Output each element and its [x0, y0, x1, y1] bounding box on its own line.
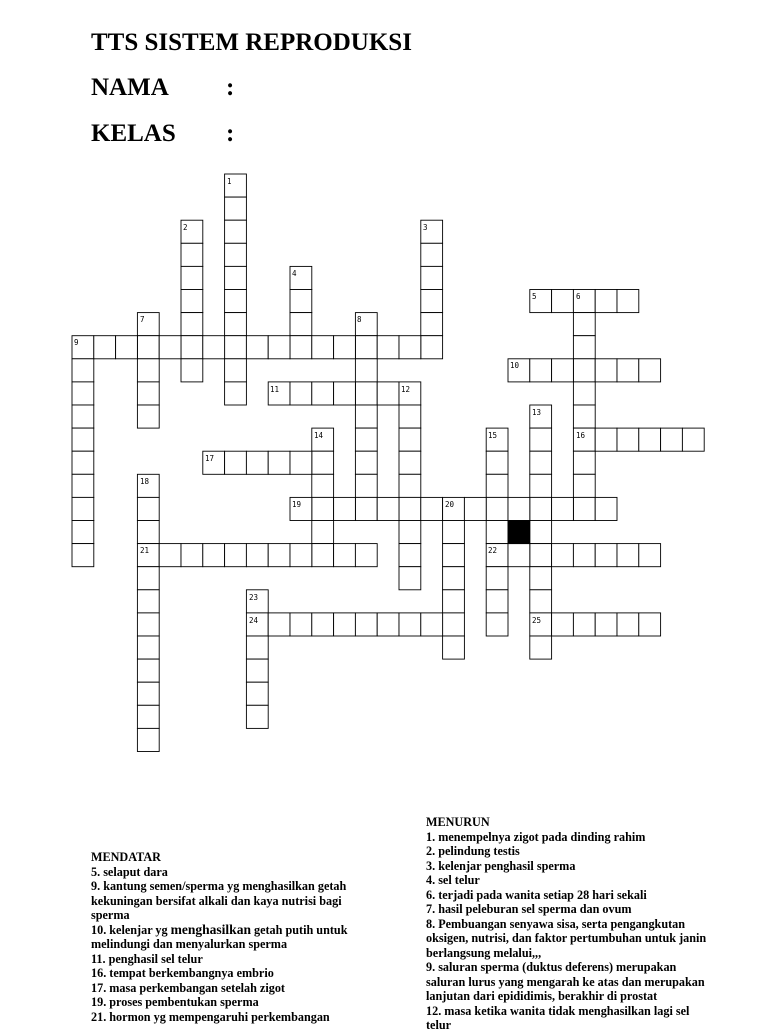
crossword-cell[interactable]: [355, 497, 377, 520]
crossword-cell[interactable]: [72, 359, 94, 382]
crossword-cell[interactable]: [530, 590, 552, 613]
crossword-cell[interactable]: [443, 567, 465, 590]
crossword-cell[interactable]: [595, 359, 617, 382]
crossword-cell[interactable]: [399, 474, 421, 497]
crossword-cell[interactable]: [573, 474, 595, 497]
crossword-cell[interactable]: [225, 382, 247, 405]
crossword-cell[interactable]: [530, 497, 552, 520]
crossword-cell[interactable]: [399, 544, 421, 567]
crossword-cell[interactable]: [312, 336, 334, 359]
crossword-cell[interactable]: [334, 613, 356, 636]
crossword-cell[interactable]: [595, 290, 617, 313]
clue-number: 21: [140, 546, 150, 555]
crossword-cell[interactable]: [268, 544, 290, 567]
crossword-cell[interactable]: [137, 613, 159, 636]
crossword-cell[interactable]: [72, 497, 94, 520]
down-clue: 9. saluran sperma (duktus deferens) merupakan: [426, 960, 677, 974]
crossword-cell[interactable]: [399, 521, 421, 544]
crossword-cell[interactable]: [159, 544, 181, 567]
crossword-cell[interactable]: [639, 544, 661, 567]
crossword-cell[interactable]: [181, 266, 203, 289]
crossword-cell[interactable]: [94, 336, 116, 359]
down-clue: 4. sel telur: [426, 873, 480, 887]
clue-number: 14: [314, 431, 324, 440]
across-clue: 11. penghasil sel telur: [91, 951, 203, 966]
clue-number: 3: [423, 223, 428, 232]
crossword-cell[interactable]: [290, 544, 312, 567]
crossword-cell[interactable]: [486, 474, 508, 497]
crossword-cell[interactable]: [137, 682, 159, 705]
crossword-cell[interactable]: [530, 544, 552, 567]
across-clues: [91, 850, 391, 1024]
crossword-cell[interactable]: [530, 474, 552, 497]
crossword-cell[interactable]: [530, 359, 552, 382]
crossword-cell[interactable]: [682, 428, 704, 451]
crossword-cell[interactable]: [355, 405, 377, 428]
crossword-cell[interactable]: [334, 497, 356, 520]
down-clues: [426, 815, 761, 1033]
crossword-cell[interactable]: [137, 567, 159, 590]
crossword-cell[interactable]: [595, 613, 617, 636]
across-clue: kekuningan bersifat alkali dan kaya nutrisi bagi: [91, 893, 342, 908]
across-clue: 5. selaput dara: [91, 864, 168, 879]
crossword-cell[interactable]: [181, 544, 203, 567]
crossword-cell[interactable]: [181, 290, 203, 313]
crossword-cell[interactable]: [355, 359, 377, 382]
crossword-cell[interactable]: [290, 382, 312, 405]
across-clue: 9. kantung semen/sperma yg menghasilkan getah: [91, 879, 347, 893]
down-clue: 2. pelindung testis: [426, 844, 520, 858]
crossword-cell[interactable]: [355, 474, 377, 497]
crossword-cell[interactable]: [443, 544, 465, 567]
crossword-cell[interactable]: [486, 497, 508, 520]
crossword-cell[interactable]: [181, 336, 203, 359]
clue-number: 11: [270, 385, 280, 394]
crossword-cell[interactable]: [137, 590, 159, 613]
crossword-cell[interactable]: [355, 336, 377, 359]
down-clue: berlangsung melalui,,,: [426, 945, 542, 960]
crossword-cell[interactable]: [464, 497, 486, 520]
crossword-cell[interactable]: [399, 405, 421, 428]
crossword-cell[interactable]: [573, 382, 595, 405]
clue-number: 9: [74, 338, 79, 347]
crossword-cell[interactable]: [312, 497, 334, 520]
crossword-cell[interactable]: [72, 405, 94, 428]
clue-number: 23: [249, 593, 259, 602]
crossword-cell[interactable]: [377, 497, 399, 520]
crossword-cell[interactable]: [552, 497, 574, 520]
crossword-cell[interactable]: [443, 590, 465, 613]
across-clue: 21. hormon yg mempengaruhi perkembangan: [91, 1009, 330, 1024]
crossword-cell[interactable]: [552, 613, 574, 636]
crossword-cell[interactable]: [639, 428, 661, 451]
crossword-cell[interactable]: [443, 521, 465, 544]
crossword-cell[interactable]: [355, 428, 377, 451]
crossword-cell[interactable]: [377, 336, 399, 359]
crossword-cell[interactable]: [72, 451, 94, 474]
crossword-cell[interactable]: [421, 313, 443, 336]
crossword-cell[interactable]: [246, 451, 268, 474]
crossword-cell[interactable]: [595, 544, 617, 567]
crossword-cell[interactable]: [203, 336, 225, 359]
clue-number: 25: [532, 616, 542, 625]
crossword-cell[interactable]: [246, 544, 268, 567]
crossword-cell[interactable]: [203, 544, 225, 567]
clue-number: 8: [357, 315, 362, 324]
crossword-cell[interactable]: [290, 451, 312, 474]
crossword-cell[interactable]: [225, 266, 247, 289]
crossword-cell[interactable]: [486, 590, 508, 613]
crossword-cell[interactable]: [225, 290, 247, 313]
crossword-cell[interactable]: [290, 613, 312, 636]
crossword-cell[interactable]: [530, 636, 552, 659]
crossword-cell[interactable]: [639, 613, 661, 636]
crossword-cell[interactable]: [312, 521, 334, 544]
crossword-cell[interactable]: [181, 243, 203, 266]
crossword-cell[interactable]: [573, 613, 595, 636]
crossword-cell[interactable]: [421, 613, 443, 636]
class-label: KELAS: [91, 120, 176, 147]
clue-number: 1: [227, 177, 232, 186]
down-clue: lanjutan dari epididimis, berakhir di prostat: [426, 989, 658, 1003]
crossword-cell[interactable]: [573, 451, 595, 474]
crossword-cell[interactable]: [552, 359, 574, 382]
crossword-cell[interactable]: [486, 521, 508, 544]
crossword-cell[interactable]: [399, 567, 421, 590]
clue-number: 15: [488, 431, 498, 440]
down-clue: 7. hasil peleburan sel sperma dan ovum: [426, 902, 632, 916]
crossword-cell[interactable]: [573, 359, 595, 382]
across-clue-10: 10. kelenjar yg menghasilkan getah putih untuk: [91, 921, 348, 937]
crossword-cell[interactable]: [137, 336, 159, 359]
crossword-cell[interactable]: [639, 359, 661, 382]
crossword-cell[interactable]: [443, 636, 465, 659]
clue-number: 2: [183, 223, 188, 232]
crossword-cell[interactable]: [159, 336, 181, 359]
crossword-cell[interactable]: [421, 243, 443, 266]
clue-number: 6: [576, 292, 581, 301]
crossword-cell[interactable]: [421, 336, 443, 359]
crossword-cell[interactable]: [617, 290, 639, 313]
crossword-cell[interactable]: [530, 521, 552, 544]
crossword-cell[interactable]: [246, 682, 268, 705]
crossword-cell[interactable]: [552, 544, 574, 567]
crossword-cell[interactable]: [312, 613, 334, 636]
clue-number: 24: [249, 616, 259, 625]
crossword-cell[interactable]: [72, 474, 94, 497]
crossword-cell[interactable]: [552, 290, 574, 313]
crossword-cell[interactable]: [573, 405, 595, 428]
crossword-cell[interactable]: [72, 544, 94, 567]
clue-number: 18: [140, 477, 150, 486]
down-clue: 8. Pembuangan senyawa sisa, serta pengangkutan: [426, 916, 686, 931]
down-clue: 1. menempelnya zigot pada dinding rahim: [426, 829, 646, 844]
clue-number: 12: [401, 385, 411, 394]
crossword-cell[interactable]: [334, 336, 356, 359]
crossword-cell[interactable]: [530, 567, 552, 590]
crossword-cell[interactable]: [181, 359, 203, 382]
crossword-cell[interactable]: [595, 497, 617, 520]
clue-number: 5: [532, 292, 537, 301]
crossword-cell[interactable]: [72, 428, 94, 451]
clue-number: 17: [205, 454, 215, 463]
down-clue: 3. kelenjar penghasil sperma: [426, 858, 576, 873]
crossword-cell[interactable]: [355, 382, 377, 405]
down-clue: 12. masa ketika wanita tidak menghasilkan lagi sel: [426, 1003, 690, 1018]
crossword-cell[interactable]: [225, 544, 247, 567]
crossword-cell[interactable]: [617, 613, 639, 636]
crossword-cell[interactable]: [355, 613, 377, 636]
crossword-cell[interactable]: [137, 728, 159, 751]
crossword-cell[interactable]: [246, 336, 268, 359]
crossword-cell[interactable]: [137, 359, 159, 382]
crossword-cell[interactable]: [268, 613, 290, 636]
clue-number: 22: [488, 546, 498, 555]
crossword-cell[interactable]: [137, 497, 159, 520]
crossword-cell[interactable]: [225, 313, 247, 336]
crossword-cell[interactable]: [312, 474, 334, 497]
clue-number: 10: [510, 361, 520, 370]
crossword-cell[interactable]: [486, 613, 508, 636]
crossword-cell[interactable]: [334, 544, 356, 567]
crossword-cell[interactable]: [225, 197, 247, 220]
crossword-cell[interactable]: [246, 705, 268, 728]
crossword-cell[interactable]: [116, 336, 138, 359]
down-clue: telur: [426, 1018, 452, 1032]
crossword-cell[interactable]: [573, 313, 595, 336]
crossword-cell[interactable]: [181, 313, 203, 336]
crossword-cell[interactable]: [421, 290, 443, 313]
crossword-cell[interactable]: [225, 359, 247, 382]
down-clue: saluran lurus yang mengarah ke atas dan merupakan: [426, 974, 705, 989]
crossword-cell[interactable]: [617, 428, 639, 451]
crossword-cell[interactable]: [290, 290, 312, 313]
crossword-cell[interactable]: [268, 336, 290, 359]
crossword-cell[interactable]: [290, 313, 312, 336]
crossword-cell[interactable]: [443, 613, 465, 636]
clue-number: 20: [445, 500, 455, 509]
across-clue: 17. masa perkembangan setelah zigot: [91, 980, 285, 995]
crossword-cell[interactable]: [421, 266, 443, 289]
clue-number: 13: [532, 408, 542, 417]
crossword-cell[interactable]: [573, 544, 595, 567]
crossword-cell[interactable]: [530, 451, 552, 474]
clue-number: 16: [576, 431, 586, 440]
crossword-cell[interactable]: [72, 382, 94, 405]
crossword-cell[interactable]: [573, 336, 595, 359]
crossword-cell[interactable]: [225, 243, 247, 266]
crossword-cell[interactable]: [246, 659, 268, 682]
crossword-cell[interactable]: [530, 428, 552, 451]
clue-number: 4: [292, 269, 297, 278]
crossword-cell[interactable]: [355, 451, 377, 474]
crossword-cell[interactable]: [137, 659, 159, 682]
crossword-cell[interactable]: [137, 705, 159, 728]
crossword-cell[interactable]: [399, 497, 421, 520]
crossword-cell[interactable]: [268, 451, 290, 474]
crossword-cell[interactable]: [137, 382, 159, 405]
clue-number: 7: [140, 315, 145, 324]
crossword-cell[interactable]: [246, 636, 268, 659]
name-colon: :: [226, 74, 235, 101]
crossword-cell[interactable]: [290, 336, 312, 359]
crossword-cell[interactable]: [573, 497, 595, 520]
crossword-cell[interactable]: [617, 544, 639, 567]
crossword-cell[interactable]: [661, 428, 683, 451]
crossword-cell[interactable]: [312, 544, 334, 567]
across-clue: sperma: [91, 908, 130, 922]
crossword-cell[interactable]: [334, 382, 356, 405]
down-heading: MENURUN: [426, 815, 490, 829]
across-clue: 19. proses pembentukan sperma: [91, 995, 259, 1009]
crossword-cell[interactable]: [72, 521, 94, 544]
crossword-cell[interactable]: [399, 336, 421, 359]
crossword-cell[interactable]: [508, 497, 530, 520]
blocked-cell: [508, 521, 530, 544]
crossword-cell[interactable]: [508, 544, 530, 567]
crossword-cell[interactable]: [399, 428, 421, 451]
down-clue: oksigen, nutrisi, dan faktor pertumbuhan untuk janin: [426, 931, 707, 945]
class-colon: :: [226, 120, 235, 147]
crossword-cell[interactable]: [617, 359, 639, 382]
across-clue: melindungi dan menyalurkan sperma: [91, 937, 288, 951]
down-clue: 6. terjadi pada wanita setiap 28 hari sekali: [426, 887, 647, 902]
page-title: TTS SISTEM REPRODUKSI: [91, 29, 412, 56]
crossword-cell[interactable]: [399, 613, 421, 636]
across-clue: 16. tempat berkembangnya embrio: [91, 966, 274, 980]
crossword-cell[interactable]: [137, 521, 159, 544]
crossword-cell[interactable]: [225, 451, 247, 474]
across-heading: MENDATAR: [91, 850, 161, 864]
crossword-cell[interactable]: [595, 428, 617, 451]
crossword-cell[interactable]: [225, 336, 247, 359]
crossword-cell[interactable]: [312, 451, 334, 474]
crossword-cell[interactable]: [137, 405, 159, 428]
crossword-cell[interactable]: [486, 451, 508, 474]
crossword-cell[interactable]: [486, 567, 508, 590]
crossword-cell[interactable]: [137, 636, 159, 659]
name-label: NAMA: [91, 74, 169, 101]
crossword-cell[interactable]: [377, 382, 399, 405]
clue-number: 19: [292, 500, 302, 509]
crossword-cell[interactable]: [312, 382, 334, 405]
crossword-cell[interactable]: [355, 544, 377, 567]
crossword-cell[interactable]: [399, 451, 421, 474]
crossword-cell[interactable]: [421, 497, 443, 520]
crossword-cell[interactable]: [225, 220, 247, 243]
crossword-cell[interactable]: [377, 613, 399, 636]
